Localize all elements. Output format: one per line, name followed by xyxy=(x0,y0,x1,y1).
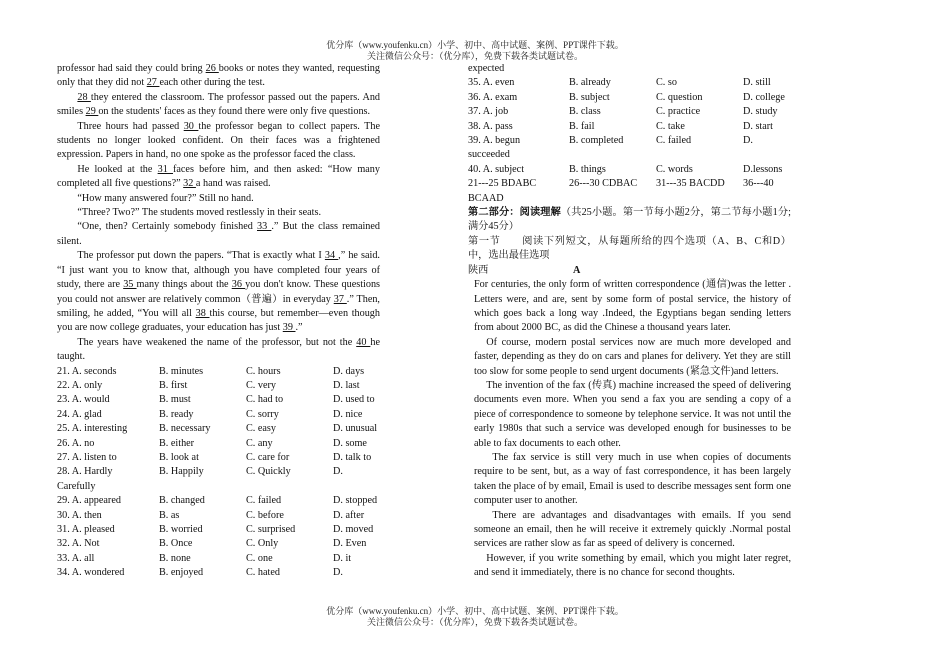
option-cell: C. one xyxy=(246,552,273,564)
passage-paragraph xyxy=(57,192,380,206)
option-row xyxy=(468,134,791,148)
option-cell: 39. A. begun xyxy=(468,135,521,147)
text-segment: “Three? Two?” The students moved restlessly in their seats. xyxy=(77,207,322,219)
option-cell: C. hours xyxy=(246,365,281,377)
passage-paragraph: For centuries, the only form of written correspondence (通信)was the letter . Letters were, and are, sent by some form of postal service, the history of which goes back a long way .Indeed, the Egyptians began sending letters from about 2000 BC, as did the Chinese a thousand years later. xyxy=(474,279,791,334)
blank: 29 xyxy=(85,106,99,118)
passage-paragraph xyxy=(57,206,380,220)
blank: 38 xyxy=(195,307,210,319)
option-cell: 31---35 BACDD xyxy=(656,178,725,190)
passage-paragraph: The fax service is still very much in use when copies of documents require to be sent, but, as a way of fast correspondence, it has been largely taken the place of by email, Email is used to describe messages sent form one computer user to another. xyxy=(474,451,791,507)
option-cell: Carefully xyxy=(57,480,96,492)
blank: 37 xyxy=(333,293,347,305)
option-cell: 24. A. glad xyxy=(57,408,102,420)
header-line-2: 关注微信公众号：（优分库），免费下载各类试题试卷。 xyxy=(366,51,583,61)
option-cell: B. Happily xyxy=(159,466,204,478)
page-header xyxy=(0,40,950,62)
cloze-options-continued-label: expected xyxy=(468,63,505,74)
option-cell: B. worried xyxy=(159,524,203,535)
passage-label: A xyxy=(573,264,581,276)
text-segment: ,” he said. “I just want you to know that, although you have completed four years of study, there are xyxy=(57,250,380,291)
option-row xyxy=(57,509,380,523)
option-cell: 38. A. pass xyxy=(468,120,513,132)
option-cell: D. Even xyxy=(333,538,367,550)
option-cell: C. so xyxy=(656,77,677,89)
option-cell: D. college xyxy=(743,91,785,103)
passage-paragraph: Of course, modern postal services now are much more developed and faster, depending as they do on cars and planes for delivery. Yet they are still too slow for some people to send urgent documents (紧急文件)and letters. xyxy=(474,336,791,377)
blank: 28 xyxy=(77,91,91,103)
option-cell: 31. A. pleased xyxy=(57,524,115,535)
option-cell: B. subject xyxy=(569,91,610,103)
option-cell: B. first xyxy=(159,379,188,391)
text-segment: a hand was raised. xyxy=(195,178,271,190)
option-cell: D. stopped xyxy=(333,495,378,507)
option-cell: C. surprised xyxy=(246,524,296,535)
reading-passage-a xyxy=(468,278,791,581)
option-cell: 29. A. appeared xyxy=(57,495,121,507)
option-row xyxy=(57,566,380,580)
section-title-bold: 第二部分：阅读理解 xyxy=(468,207,561,219)
option-cell: D. last xyxy=(333,379,360,391)
passage-paragraph xyxy=(57,163,380,192)
blank: 34 xyxy=(324,250,339,262)
option-cell: 21. A. seconds xyxy=(57,365,117,377)
blank: 33 xyxy=(257,221,272,233)
option-cell: 27. A. listen to xyxy=(57,451,117,463)
option-row xyxy=(468,105,791,119)
option-row xyxy=(57,379,380,393)
option-cell: 26. A. no xyxy=(57,437,95,449)
option-cell: B. already xyxy=(569,77,611,89)
option-cell: D. xyxy=(333,466,343,478)
option-cell xyxy=(159,480,246,494)
option-cell: C. take xyxy=(656,120,685,132)
option-cell: B. none xyxy=(159,552,191,564)
option-row xyxy=(468,148,791,162)
option-cell: C. failed xyxy=(656,135,692,147)
option-row xyxy=(468,76,791,90)
option-row xyxy=(57,537,380,551)
text-segment: the professor began to collect papers. The students no longer looked confident. On their faces was a frightened expression. Papers in hand, no one spoke as the professor faced the class. xyxy=(57,120,381,161)
option-cell: 21---25 BDABC xyxy=(468,178,537,190)
option-row xyxy=(57,552,380,566)
blank: 30 xyxy=(183,120,199,132)
blank: 36 xyxy=(231,279,246,291)
option-cell: D. start xyxy=(743,120,773,132)
option-cell: B. as xyxy=(159,509,180,521)
option-cell: C. Only xyxy=(246,538,279,550)
option-cell xyxy=(743,148,791,162)
option-row xyxy=(468,120,791,134)
option-cell: B. fail xyxy=(569,120,595,132)
answer-key-tail: BCAAD xyxy=(468,192,504,204)
option-cell: B. enjoyed xyxy=(159,567,204,579)
option-row xyxy=(57,422,380,436)
option-cell: B. things xyxy=(569,163,606,175)
option-cell: 35. A. even xyxy=(468,77,515,89)
option-cell: C. sorry xyxy=(246,408,279,420)
cloze-passage xyxy=(57,62,380,365)
text-segment: The years have weakened the name of the professor, but not the xyxy=(77,336,357,348)
option-cell: B. class xyxy=(569,106,601,118)
text-segment: faces before him, and then asked: “How many completed all five questions?” xyxy=(57,163,380,190)
option-cell: D. xyxy=(333,567,343,579)
option-row xyxy=(57,494,380,508)
header-line-1: 优分库（www.youfenku.cn）小学、初中、高中试题、案例、PPT课件下载。 xyxy=(326,40,624,50)
blank: 26 xyxy=(205,63,219,74)
option-cell: D. it xyxy=(333,552,352,564)
option-cell: B. must xyxy=(159,394,191,406)
option-cell: 32. A. Not xyxy=(57,538,100,550)
page-footer xyxy=(0,606,950,628)
option-cell: 22. A. only xyxy=(57,379,103,391)
option-cell: 30. A. then xyxy=(57,509,102,521)
option-cell: B. minutes xyxy=(159,365,204,377)
option-cell: D. unusual xyxy=(333,423,378,435)
option-cell: D. study xyxy=(743,106,778,118)
cloze-options-continued xyxy=(468,76,791,191)
blank: 27 xyxy=(146,77,160,89)
option-cell: 36---40 xyxy=(743,178,774,190)
option-row xyxy=(57,365,380,379)
footer-line-2: 关注微信公众号：（优分库），免费下载各类试题试卷。 xyxy=(366,617,583,627)
text-segment: books or notes they wanted, requesting only that they did not xyxy=(57,63,380,89)
text-segment: each other during the test. xyxy=(159,77,265,89)
option-cell: B. look at xyxy=(159,451,199,463)
option-cell: D.lessons xyxy=(743,163,783,175)
option-cell: C. before xyxy=(246,509,284,521)
option-cell: D. still xyxy=(743,77,771,89)
option-cell: C. very xyxy=(246,379,276,391)
option-cell: D. days xyxy=(333,365,365,377)
left-column xyxy=(57,62,380,581)
option-row xyxy=(468,163,791,177)
option-row xyxy=(57,437,380,451)
option-cell: C. easy xyxy=(246,423,276,435)
passage-paragraph xyxy=(57,120,380,163)
option-cell: D. used to xyxy=(333,394,375,406)
option-cell: 26---30 CDBAC xyxy=(569,178,638,190)
option-row xyxy=(57,408,380,422)
passage-paragraph xyxy=(57,249,380,335)
option-cell: 28. A. Hardly xyxy=(57,466,113,478)
option-cell: B. ready xyxy=(159,408,194,420)
option-cell: C. any xyxy=(246,437,273,449)
option-row xyxy=(57,465,380,479)
passage-paragraph xyxy=(57,91,380,120)
option-row xyxy=(468,177,791,191)
text-segment: he taught. xyxy=(57,336,380,363)
blank: 31 xyxy=(157,163,173,175)
text-segment: this course, but remember—even though you are now college graduates, your education has just xyxy=(57,307,380,334)
section-instruction: 第一节 阅读下列短文，从每题所给的四个选项（A、B、C和D）中，选出最佳选项 xyxy=(468,235,791,262)
cloze-options xyxy=(57,365,380,581)
option-cell: 33. A. all xyxy=(57,552,95,564)
option-cell: B. either xyxy=(159,437,195,449)
passage-paragraph xyxy=(57,62,380,91)
option-row xyxy=(57,451,380,465)
option-cell: C. failed xyxy=(246,495,282,507)
text-segment: they entered the classroom. The professor passed out the papers. And smiles xyxy=(57,91,381,118)
passage-paragraph: The invention of the fax (传真) machine increased the speed of delivering documents even more. When you send a fax you are sending a copy of a piece of correspondence to someone by telephone service. It was not until the early 1980s that such a service was developed enough for businesses to be able to fax documents to each other. xyxy=(474,379,791,449)
option-cell: 25. A. interesting xyxy=(57,423,128,435)
option-cell: B. Once xyxy=(159,538,193,550)
option-row xyxy=(57,523,380,537)
text-segment: on the students' faces as they found there were only five questions. xyxy=(98,106,371,118)
option-cell: C. practice xyxy=(656,106,701,118)
passage-paragraph: However, if you write something by email, which you might later regret, and send it immediately, there is no chance for second thoughts. xyxy=(474,552,791,579)
blank: 32 xyxy=(183,178,196,190)
option-cell: B. completed xyxy=(569,135,624,147)
option-cell: B. necessary xyxy=(159,423,211,435)
section-title xyxy=(468,206,791,235)
text-segment: .” xyxy=(295,322,303,334)
option-cell: B. changed xyxy=(159,495,205,507)
option-cell: 40. A. subject xyxy=(468,163,525,175)
option-cell: D. talk to xyxy=(333,451,372,463)
option-cell: C. question xyxy=(656,91,703,103)
option-cell: D. xyxy=(743,135,753,147)
option-cell: C. had to xyxy=(246,394,284,406)
passage-heading xyxy=(468,264,791,278)
option-cell xyxy=(656,148,743,162)
option-cell: D. some xyxy=(333,437,367,449)
text-segment: professor had said they could bring xyxy=(57,63,206,74)
region-label: 陕西 xyxy=(468,264,489,276)
blank: 39 xyxy=(282,322,296,334)
passage-paragraph xyxy=(57,220,380,249)
text-segment: He looked at the xyxy=(77,163,158,175)
option-cell xyxy=(569,148,656,162)
option-row xyxy=(468,91,791,105)
option-cell: D. moved xyxy=(333,524,374,535)
option-cell: D. after xyxy=(333,509,365,521)
option-cell: 23. A. would xyxy=(57,394,110,406)
text-segment: The professor put down the papers. “That is exactly what I xyxy=(77,250,325,262)
text-segment: many things about the xyxy=(136,279,232,291)
option-cell: 37. A. job xyxy=(468,106,509,118)
right-column xyxy=(468,62,791,581)
option-row xyxy=(57,393,380,407)
option-cell: C. hated xyxy=(246,567,280,579)
footer-line-1: 优分库（www.youfenku.cn）小学、初中、高中试题、案例、PPT课件下载。 xyxy=(326,606,624,616)
option-cell: 34. A. wondered xyxy=(57,567,125,579)
text-segment: you don't know. These questions you could not answer are relatively common（普遍）in everyday xyxy=(57,279,381,305)
blank: 35 xyxy=(123,279,137,291)
passage-paragraph xyxy=(57,336,380,365)
option-cell: C. Quickly xyxy=(246,466,291,478)
option-cell: C. care for xyxy=(246,451,290,463)
option-cell: D. nice xyxy=(333,408,363,420)
blank: 40 xyxy=(356,336,371,348)
option-cell xyxy=(333,480,380,494)
option-cell: C. words xyxy=(656,163,693,175)
text-segment: “How many answered four?” Still no hand. xyxy=(77,192,254,204)
text-segment: .” But the class remained silent. xyxy=(57,221,381,247)
option-cell xyxy=(246,480,333,494)
passage-paragraph: There are advantages and disadvantages with emails. If you send someone an email, then he will receive it extremely quickly .Normal postal services are rather slow as far as speed of delivery is concerned. xyxy=(474,509,791,550)
option-row xyxy=(57,480,380,494)
option-cell: 36. A. exam xyxy=(468,91,518,103)
text-segment: “One, then? Certainly somebody finished xyxy=(77,221,257,233)
text-segment: Three hours had passed xyxy=(77,120,184,132)
text-segment: .” Then, smiling, he added, “You will all xyxy=(57,293,380,319)
section-title-rest: （共25小题。第一节每小题2分，第二节每小题1分;满分45分） xyxy=(468,207,791,233)
option-cell: succeeded xyxy=(468,149,510,161)
